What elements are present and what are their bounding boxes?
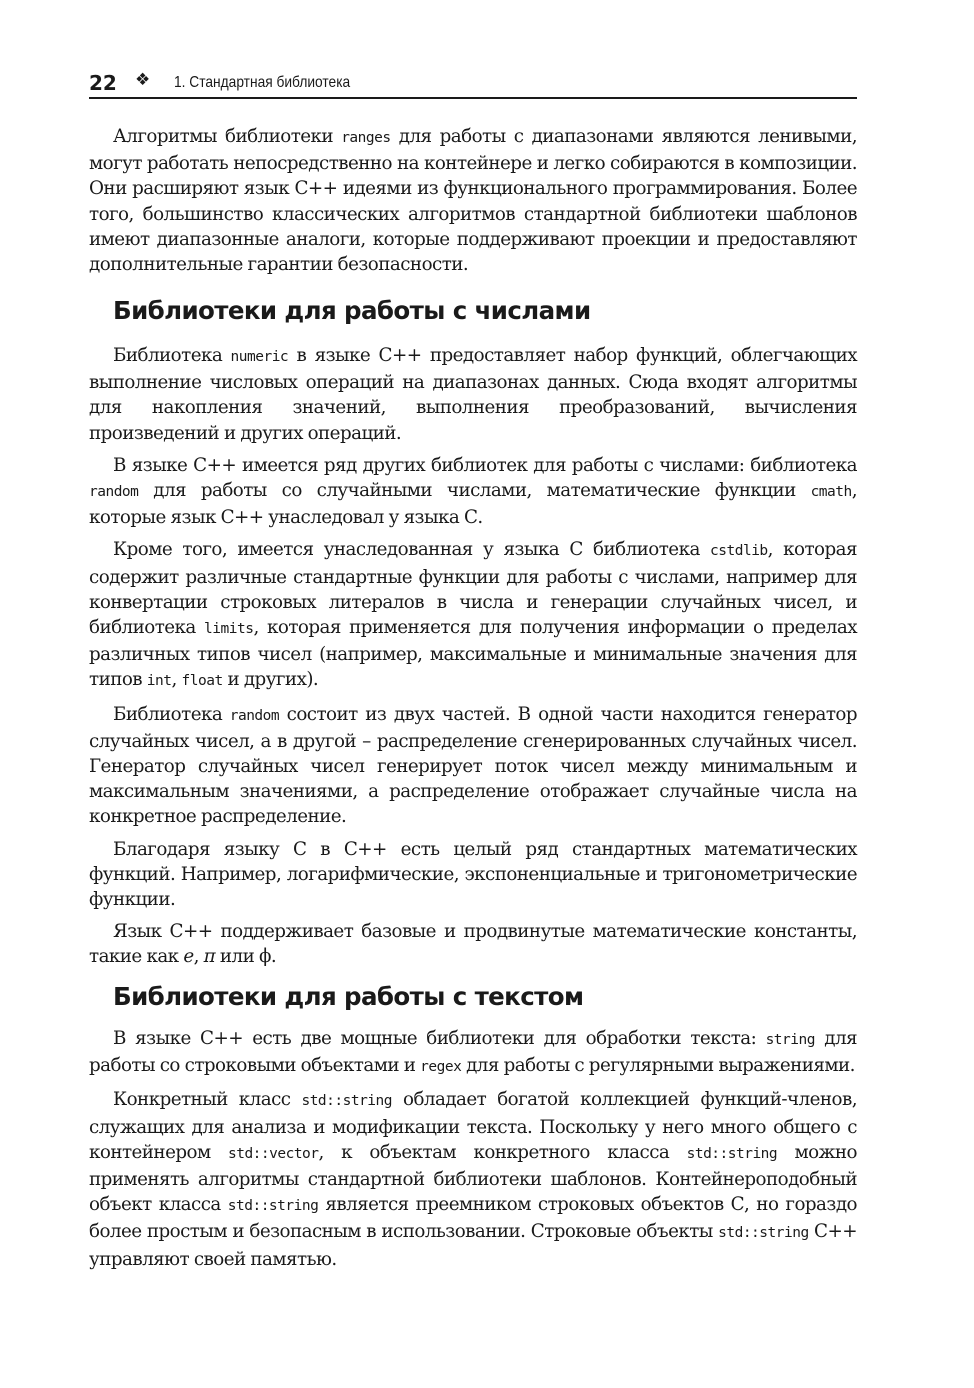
running-header (89, 66, 857, 99)
code-term: ranges (341, 130, 391, 146)
text-section-body (89, 1026, 857, 1279)
paragraph: Конкретный класс std::string обладает богатой коллекцией функций-членов, служащих для анализа и модификации текста. Поскольку у него много общего с контейнером std::vector, к объектам конкретного класса std::string можно применять алгоритмы стандартной библиотеки шаблонов. Контейнероподобный объект класса std::string является преемником строковых объектов С, но гораздо более простым и безопасным в использовании. Строковые объекты std::string C++ управляют своей памятью. (89, 1089, 857, 1270)
code-term: cmath (810, 484, 852, 501)
paragraph: Благодаря языку С в C++ есть целый ряд стандартных математических функций. Например, логарифмические, экспоненциальные и тригонометрические функции. (89, 838, 857, 911)
section-heading-text (89, 982, 857, 1011)
paragraph: Библиотека random состоит из двух частей. В одной части находится генератор случайных чисел, а в другой – распределение сгенерированных случайных чисел. Генератор случайных чисел генерирует поток чисел между минимальным и максимальным значениями, а распределение отображает случайные числа на конкретное распределение. (89, 703, 857, 828)
code-term: float (181, 673, 223, 690)
code-term: random (229, 707, 280, 724)
paragraph: Библиотека numeric в языке C++ предоставляет набор функций, облегчающих выполнение числовых операций на диапазонах данных. Сюда входят алгоритмы для накопления значений, выполнения преобразований, вычисления произведений и других операций. (89, 345, 857, 444)
code-term: int (146, 673, 172, 690)
paragraph: В языке C++ есть две мощные библиотеки для обработки текста: string для работы со строковыми объектами и regex для работы с регулярными выражениями. (89, 1028, 857, 1077)
code-term: std::string (227, 1198, 319, 1215)
code-term: std::vector (227, 1145, 319, 1162)
code-term: random (89, 484, 139, 501)
intro-block (89, 124, 857, 284)
math-constant: π (203, 946, 216, 968)
section-heading-numbers (89, 296, 857, 325)
code-term: limits (204, 621, 254, 638)
page-number: 22 (89, 71, 117, 95)
paragraph: Язык C++ поддерживает базовые и продвинутые математические константы, такие как e, π или ϕ. (89, 921, 857, 968)
code-term: std::string (301, 1093, 392, 1110)
section-heading: Библиотеки для работы с числами (113, 296, 591, 325)
code-term: std::string (718, 1225, 809, 1242)
numbers-section-body (89, 343, 857, 977)
code-term: numeric (230, 349, 289, 365)
section-heading: Библиотеки для работы с текстом (113, 982, 584, 1011)
code-term: std::string (686, 1145, 778, 1162)
code-term: cstdlib (710, 543, 768, 560)
code-term: string (765, 1032, 815, 1048)
math-constant: e (183, 946, 194, 968)
math-constant: ϕ (258, 946, 271, 968)
code-term: regex (420, 1059, 462, 1076)
paragraph: Алгоритмы библиотеки ranges для работы с диапазонами являются ленивыми, могут работать непосредственно на контейнере и легко собираются в композиции. Они расширяют язык C++ идеями из функционального программирования. Более того, большинство классических алгоритмов стандартной библиотеки шаблонов имеют диапазонные аналоги, которые поддерживают проекции и предоставляют дополнительные гарантии безопасности. (89, 126, 857, 276)
chapter-title: 1. Стандартная библиотека (174, 74, 351, 91)
paragraph: В языке C++ имеется ряд других библиотек для работы с числами: библиотека random для работы со случайными числами, математические функции cmath, которые язык C++ унаследовал у языка С. (89, 454, 857, 529)
paragraph: Кроме того, имеется унаследованная у языка С библиотека cstdlib, которая содержит различные стандартные функции для работы с числами, например для конвертации строковых литералов в числа и генерации случайных чисел, и библиотека limits, которая применяется для получения информации о пределах различных типов чисел (например, максимальные и минимальные значения для типов int, float и других). (89, 539, 857, 691)
ornament-icon: ❖ (135, 70, 151, 90)
